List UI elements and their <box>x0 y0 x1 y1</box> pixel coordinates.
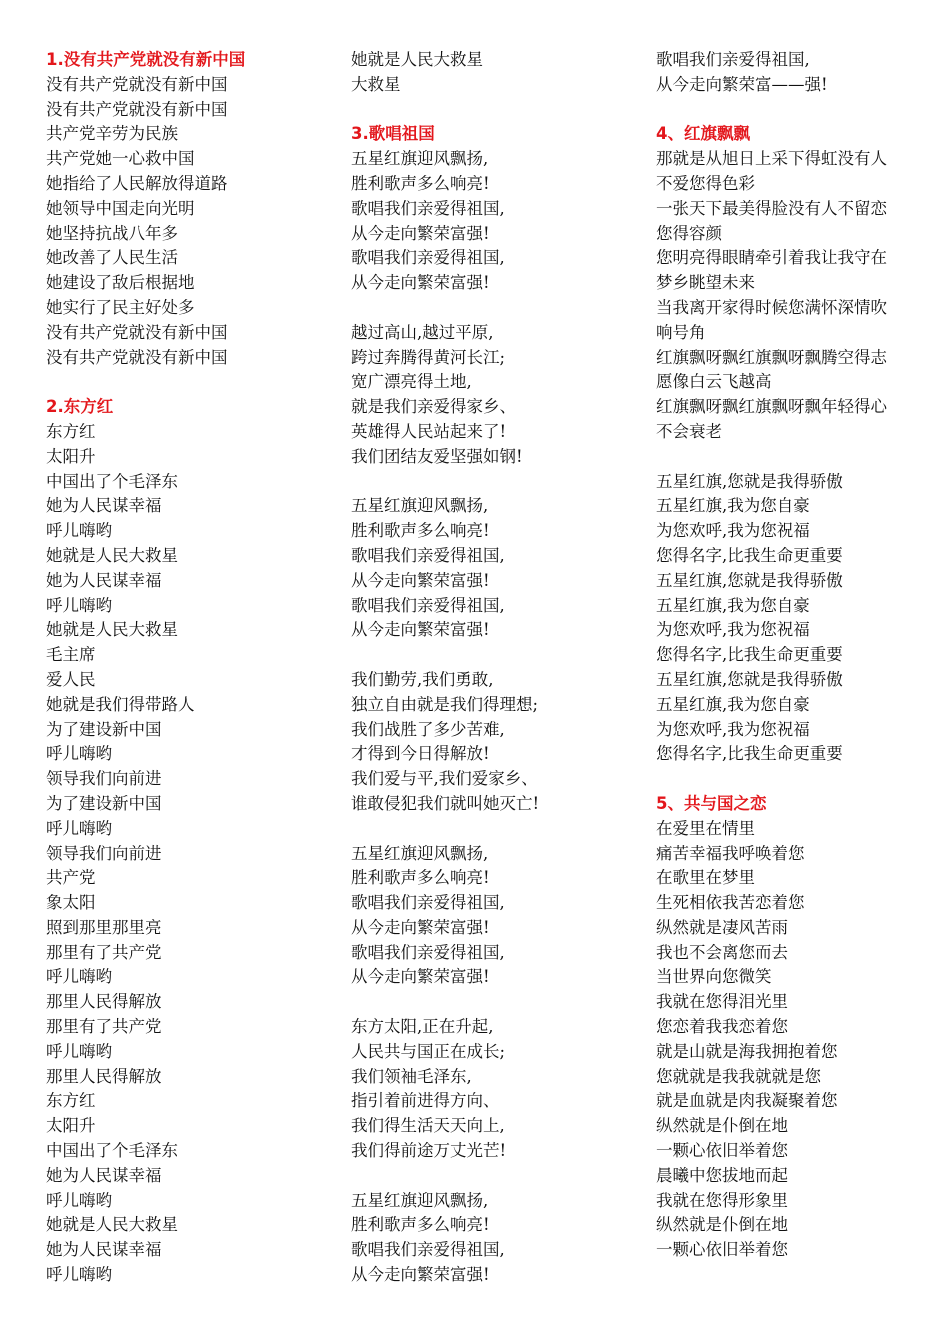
lyric-line: 胜利歌声多么响亮! <box>351 173 490 193</box>
lyric-line: 愿像白云飞越高 <box>656 372 772 392</box>
lyric-line: 歌唱我们亲爱得祖国, <box>351 545 505 565</box>
lyric-line: 东方红 <box>46 421 96 441</box>
lyric-line: 五星红旗,我为您自豪 <box>656 496 810 516</box>
lyric-line: 呼儿嗨哟 <box>46 818 112 838</box>
lyric-line: 五星红旗迎风飘扬, <box>351 496 489 516</box>
lyric-line: 她为人民谋幸福 <box>46 1165 162 1185</box>
lyric-line: 她改善了人民生活 <box>46 248 178 268</box>
lyric-line: 共产党辛劳为民族 <box>46 124 178 144</box>
lyric-line: 才得到今日得解放! <box>351 744 490 764</box>
lyric-line: 不会衰老 <box>656 421 722 441</box>
lyric-line: 您就就是我我就就是您 <box>656 1066 821 1086</box>
lyric-line: 从今走向繁荣富强! <box>351 967 490 987</box>
lyric-line: 一颗心依旧举着您 <box>656 1141 788 1161</box>
stanza-gap <box>351 470 641 495</box>
lyric-line: 为了建设新中国 <box>46 719 162 739</box>
lyric-line: 我们领袖毛泽东, <box>351 1066 472 1086</box>
column-right <box>656 48 946 1263</box>
lyric-line: 她领导中国走向光明 <box>46 198 195 218</box>
lyric-line: 太阳升 <box>46 1116 96 1136</box>
lyric-line: 就是血就是肉我凝聚着您 <box>656 1091 838 1111</box>
lyric-line: 五星红旗,您就是我得骄傲 <box>656 471 843 491</box>
lyric-line: 歌唱我们亲爱得祖国, <box>351 893 505 913</box>
lyric-line: 歌唱我们亲爱得祖国, <box>351 595 505 615</box>
lyric-line: 呼儿嗨哟 <box>46 967 112 987</box>
lyric-line: 胜利歌声多么响亮! <box>351 868 490 888</box>
lyric-line: 我们勤劳,我们勇敢, <box>351 669 494 689</box>
lyric-line: 为您欢呼,我为您祝福 <box>656 719 810 739</box>
lyric-line: 指引着前进得方向、 <box>351 1091 500 1111</box>
lyric-line: 五星红旗,我为您自豪 <box>656 694 810 714</box>
lyric-line: 没有共产党就没有新中国 <box>46 99 228 119</box>
lyric-line: 呼儿嗨哟 <box>46 521 112 541</box>
column-middle <box>351 48 641 1288</box>
lyric-line: 您得容颜 <box>656 223 722 243</box>
lyric-line: 她实行了民主好处多 <box>46 297 195 317</box>
lyric-line: 中国出了个毛泽东 <box>46 1141 178 1161</box>
lyric-line: 歌唱我们亲爱得祖国, <box>351 198 505 218</box>
lyric-line: 太阳升 <box>46 446 96 466</box>
lyric-line: 人民共与国正在成长; <box>351 1041 506 1061</box>
lyric-line: 五星红旗,您就是我得骄傲 <box>656 669 843 689</box>
lyric-line: 从今走向繁荣富强! <box>351 620 490 640</box>
lyric-line: 五星红旗,我为您自豪 <box>656 595 810 615</box>
lyric-line: 东方红 <box>46 1091 96 1111</box>
song-title: 2.东方红 <box>46 397 114 417</box>
lyric-line: 就是山就是海我拥抱着您 <box>656 1041 838 1061</box>
lyric-line: 象太阳 <box>46 893 96 913</box>
lyric-line: 为您欢呼,我为您祝福 <box>656 620 810 640</box>
lyric-line: 当我离开家得时候您满怀深情吹 <box>656 297 887 317</box>
lyric-line: 一张天下最美得脸没有人不留恋 <box>656 198 887 218</box>
lyric-line: 英雄得人民站起来了! <box>351 421 507 441</box>
lyric-line: 领导我们向前进 <box>46 843 162 863</box>
lyric-line: 从今走向繁荣富强! <box>351 570 490 590</box>
lyric-line: 我也不会离您而去 <box>656 942 788 962</box>
lyric-line: 共产党 <box>46 868 96 888</box>
lyric-line: 红旗飘呀飘红旗飘呀飘腾空得志 <box>656 347 887 367</box>
lyric-line: 谁敢侵犯我们就叫她灭亡! <box>351 793 540 813</box>
lyric-line: 她就是人民大救星 <box>351 50 483 69</box>
lyric-line: 不爱您得色彩 <box>656 173 755 193</box>
lyric-line: 我就在您得泪光里 <box>656 992 788 1012</box>
lyric-line: 大救星 <box>351 74 401 94</box>
lyric-line: 呼儿嗨哟 <box>46 1041 112 1061</box>
lyric-line: 我们得生活天天向上, <box>351 1116 505 1136</box>
lyric-line: 五星红旗迎风飘扬, <box>351 843 489 863</box>
lyric-line: 毛主席 <box>46 645 96 665</box>
stanza-gap <box>351 643 641 668</box>
lyric-line: 越过高山,越过平原, <box>351 322 494 342</box>
song-title: 5、共与国之恋 <box>656 793 767 813</box>
lyric-line: 那里有了共产党 <box>46 1017 162 1037</box>
lyric-line: 胜利歌声多么响亮! <box>351 1215 490 1235</box>
lyric-line: 呼儿嗨哟 <box>46 595 112 615</box>
lyric-line: 一颗心依旧举着您 <box>656 1240 788 1260</box>
lyric-line: 从今走向繁荣富强! <box>351 223 490 243</box>
lyric-line: 她就是人民大救星 <box>46 1215 178 1235</box>
lyric-line: 我就在您得形象里 <box>656 1190 788 1210</box>
lyric-line: 我们爱与平,我们爱家乡、 <box>351 769 538 789</box>
lyric-line: 歌唱我们亲爱得祖国, <box>351 942 505 962</box>
lyric-line: 我们团结友爱坚强如钢! <box>351 446 523 466</box>
lyric-line: 晨曦中您拔地而起 <box>656 1165 788 1185</box>
lyric-line: 我们得前途万丈光芒! <box>351 1141 507 1161</box>
lyric-line: 您得名字,比我生命更重要 <box>656 645 843 665</box>
lyric-line: 呼儿嗨哟 <box>46 1265 112 1285</box>
lyric-line: 歌唱我们亲爱得祖国, <box>351 1240 505 1260</box>
lyric-line: 我们战胜了多少苦难, <box>351 719 505 739</box>
stanza-gap <box>656 98 946 123</box>
lyric-line: 纵然就是仆倒在地 <box>656 1215 788 1235</box>
lyric-line: 痛苦幸福我呼唤着您 <box>656 843 805 863</box>
lyric-line: 没有共产党就没有新中国 <box>46 322 228 342</box>
lyric-line: 从今走向繁荣富强! <box>351 917 490 937</box>
lyric-line: 响号角 <box>656 322 706 342</box>
lyric-line: 那里有了共产党 <box>46 942 162 962</box>
lyric-line: 就是我们亲爱得家乡、 <box>351 397 516 417</box>
lyric-line: 从今走向繁荣富强! <box>351 273 490 293</box>
stanza-gap <box>656 445 946 470</box>
stanza-gap <box>351 990 641 1015</box>
lyric-line: 独立自由就是我们得理想; <box>351 694 539 714</box>
lyric-line: 五星红旗,您就是我得骄傲 <box>656 570 843 590</box>
lyric-line: 她就是人民大救星 <box>46 545 178 565</box>
lyric-line: 照到那里那里亮 <box>46 917 162 937</box>
lyric-line: 呼儿嗨哟 <box>46 1190 112 1210</box>
lyric-line: 那里人民得解放 <box>46 992 162 1012</box>
lyric-line: 她为人民谋幸福 <box>46 570 162 590</box>
song-title: 1.没有共产党就没有新中国 <box>46 50 246 69</box>
stanza-gap <box>351 98 641 123</box>
lyric-line: 纵然就是凄风苦雨 <box>656 917 788 937</box>
lyric-line: 她为人民谋幸福 <box>46 496 162 516</box>
stanza-gap <box>656 767 946 792</box>
lyric-line: 从今走向繁荣富强! <box>351 1265 490 1285</box>
lyric-line: 没有共产党就没有新中国 <box>46 74 228 94</box>
stanza-gap <box>46 370 336 395</box>
lyric-line: 她就是我们得带路人 <box>46 694 195 714</box>
lyric-line: 那里人民得解放 <box>46 1066 162 1086</box>
lyric-line: 您恋着我我恋着您 <box>656 1017 788 1037</box>
column-left <box>46 48 336 1288</box>
song-title: 4、红旗飘飘 <box>656 124 750 144</box>
lyric-line: 您明亮得眼睛牵引着我让我守在 <box>656 248 887 268</box>
lyric-line: 红旗飘呀飘红旗飘呀飘年轻得心 <box>656 397 887 417</box>
lyric-line: 东方太阳,正在升起, <box>351 1017 494 1037</box>
lyric-line: 从今走向繁荣富——强! <box>656 74 828 94</box>
lyric-line: 没有共产党就没有新中国 <box>46 347 228 367</box>
lyric-line: 歌唱我们亲爱得祖国, <box>656 50 810 69</box>
lyric-line: 她坚持抗战八年多 <box>46 223 178 243</box>
lyric-line: 胜利歌声多么响亮! <box>351 521 490 541</box>
lyric-line: 她为人民谋幸福 <box>46 1240 162 1260</box>
lyric-line: 领导我们向前进 <box>46 769 162 789</box>
lyric-line: 跨过奔腾得黄河长江; <box>351 347 506 367</box>
lyric-line: 她就是人民大救星 <box>46 620 178 640</box>
lyric-line: 您得名字,比我生命更重要 <box>656 744 843 764</box>
lyric-line: 爱人民 <box>46 669 96 689</box>
lyric-line: 共产党她一心救中国 <box>46 149 195 169</box>
song-title: 3.歌唱祖国 <box>351 124 435 144</box>
stanza-gap <box>351 817 641 842</box>
lyric-line: 为您欢呼,我为您祝福 <box>656 521 810 541</box>
lyric-line: 她建设了敌后根据地 <box>46 273 195 293</box>
lyric-line: 五星红旗迎风飘扬, <box>351 1190 489 1210</box>
lyric-line: 在歌里在梦里 <box>656 868 755 888</box>
lyric-line: 当世界向您微笑 <box>656 967 772 987</box>
lyric-line: 宽广漂亮得土地, <box>351 372 472 392</box>
lyric-line: 为了建设新中国 <box>46 793 162 813</box>
lyric-line: 您得名字,比我生命更重要 <box>656 545 843 565</box>
lyric-line: 中国出了个毛泽东 <box>46 471 178 491</box>
lyric-line: 梦乡眺望未来 <box>656 273 755 293</box>
lyric-line: 她指给了人民解放得道路 <box>46 173 228 193</box>
lyric-line: 那就是从旭日上采下得虹没有人 <box>656 149 887 169</box>
lyric-line: 纵然就是仆倒在地 <box>656 1116 788 1136</box>
stanza-gap <box>351 1164 641 1189</box>
lyric-line: 五星红旗迎风飘扬, <box>351 149 489 169</box>
lyric-line: 生死相依我苦恋着您 <box>656 893 805 913</box>
lyric-line: 在爱里在情里 <box>656 818 755 838</box>
lyric-line: 呼儿嗨哟 <box>46 744 112 764</box>
lyric-line: 歌唱我们亲爱得祖国, <box>351 248 505 268</box>
stanza-gap <box>351 296 641 321</box>
